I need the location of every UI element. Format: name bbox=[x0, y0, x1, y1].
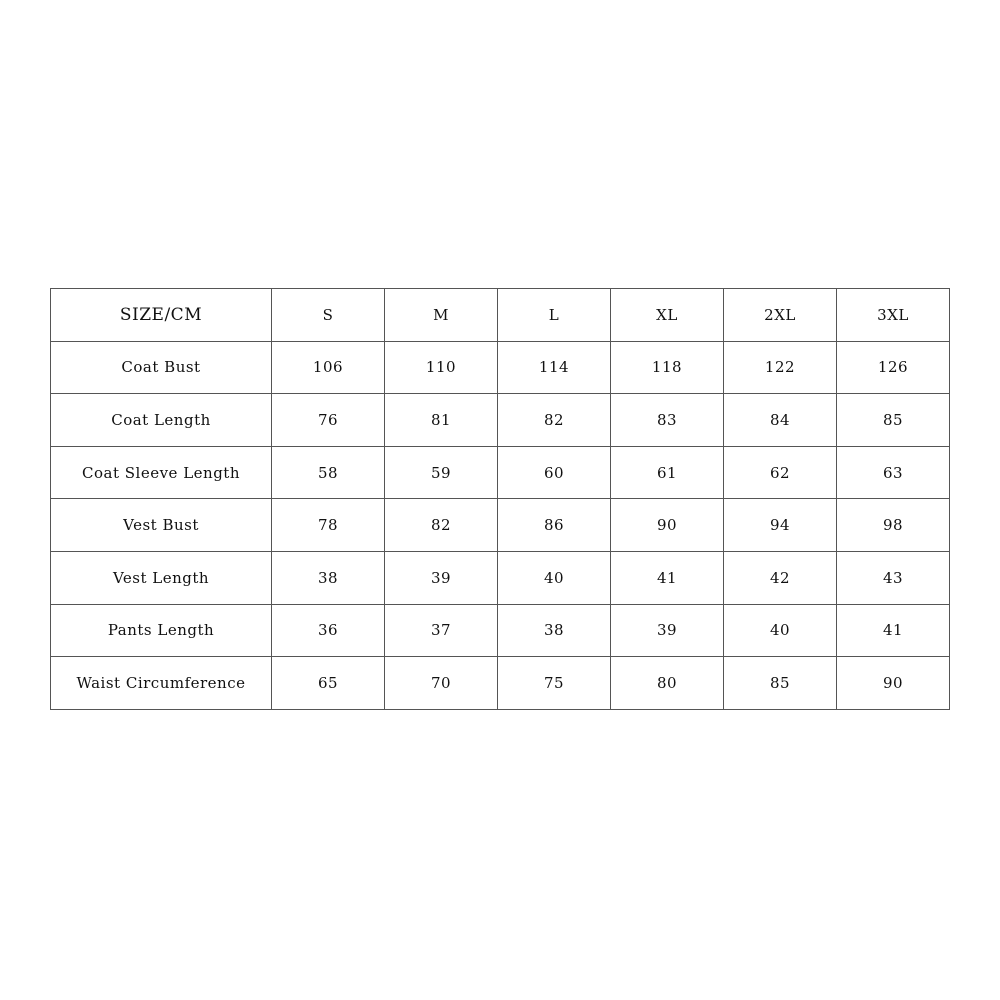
table-cell: 85 bbox=[724, 657, 837, 710]
table-row bbox=[51, 446, 950, 499]
table-cell: 86 bbox=[498, 499, 611, 552]
table-cell: 65 bbox=[272, 657, 385, 710]
row-label: Vest Bust bbox=[51, 499, 272, 552]
table-row bbox=[51, 341, 950, 394]
table-cell: 37 bbox=[385, 604, 498, 657]
table-cell: 85 bbox=[837, 394, 950, 447]
table-cell: 63 bbox=[837, 446, 950, 499]
table-row bbox=[51, 551, 950, 604]
row-label: Waist Circumference bbox=[51, 657, 272, 710]
table-cell: 41 bbox=[611, 551, 724, 604]
table-cell: 36 bbox=[272, 604, 385, 657]
table-cell: 90 bbox=[837, 657, 950, 710]
size-header-3xl: 3XL bbox=[837, 289, 950, 342]
table-cell: 82 bbox=[498, 394, 611, 447]
table-cell: 82 bbox=[385, 499, 498, 552]
table-cell: 70 bbox=[385, 657, 498, 710]
table-row bbox=[51, 604, 950, 657]
size-header-xl: XL bbox=[611, 289, 724, 342]
table-cell: 39 bbox=[385, 551, 498, 604]
table-cell: 90 bbox=[611, 499, 724, 552]
table-cell: 38 bbox=[498, 604, 611, 657]
table-cell: 61 bbox=[611, 446, 724, 499]
table-cell: 98 bbox=[837, 499, 950, 552]
size-header-l: L bbox=[498, 289, 611, 342]
table-cell: 110 bbox=[385, 341, 498, 394]
table-cell: 40 bbox=[498, 551, 611, 604]
row-label: Coat Bust bbox=[51, 341, 272, 394]
size-header-2xl: 2XL bbox=[724, 289, 837, 342]
row-label: Coat Sleeve Length bbox=[51, 446, 272, 499]
row-label: Pants Length bbox=[51, 604, 272, 657]
table-cell: 81 bbox=[385, 394, 498, 447]
table-cell: 39 bbox=[611, 604, 724, 657]
table-cell: 41 bbox=[837, 604, 950, 657]
table-cell: 80 bbox=[611, 657, 724, 710]
table-cell: 42 bbox=[724, 551, 837, 604]
table-cell: 40 bbox=[724, 604, 837, 657]
table-cell: 76 bbox=[272, 394, 385, 447]
corner-label: SIZE/CM bbox=[51, 289, 272, 342]
table-cell: 84 bbox=[724, 394, 837, 447]
table-cell: 75 bbox=[498, 657, 611, 710]
table-cell: 62 bbox=[724, 446, 837, 499]
table-cell: 126 bbox=[837, 341, 950, 394]
row-label: Coat Length bbox=[51, 394, 272, 447]
row-label: Vest Length bbox=[51, 551, 272, 604]
table-row bbox=[51, 657, 950, 710]
table-cell: 122 bbox=[724, 341, 837, 394]
size-header-s: S bbox=[272, 289, 385, 342]
table-cell: 60 bbox=[498, 446, 611, 499]
table-cell: 38 bbox=[272, 551, 385, 604]
table-cell: 58 bbox=[272, 446, 385, 499]
table-cell: 118 bbox=[611, 341, 724, 394]
table-row bbox=[51, 394, 950, 447]
table-cell: 114 bbox=[498, 341, 611, 394]
size-chart-table bbox=[50, 288, 950, 710]
size-header-m: M bbox=[385, 289, 498, 342]
table-row bbox=[51, 499, 950, 552]
table-cell: 94 bbox=[724, 499, 837, 552]
table-cell: 43 bbox=[837, 551, 950, 604]
table-cell: 83 bbox=[611, 394, 724, 447]
table-cell: 106 bbox=[272, 341, 385, 394]
table-cell: 78 bbox=[272, 499, 385, 552]
table-cell: 59 bbox=[385, 446, 498, 499]
header-row bbox=[51, 289, 950, 342]
